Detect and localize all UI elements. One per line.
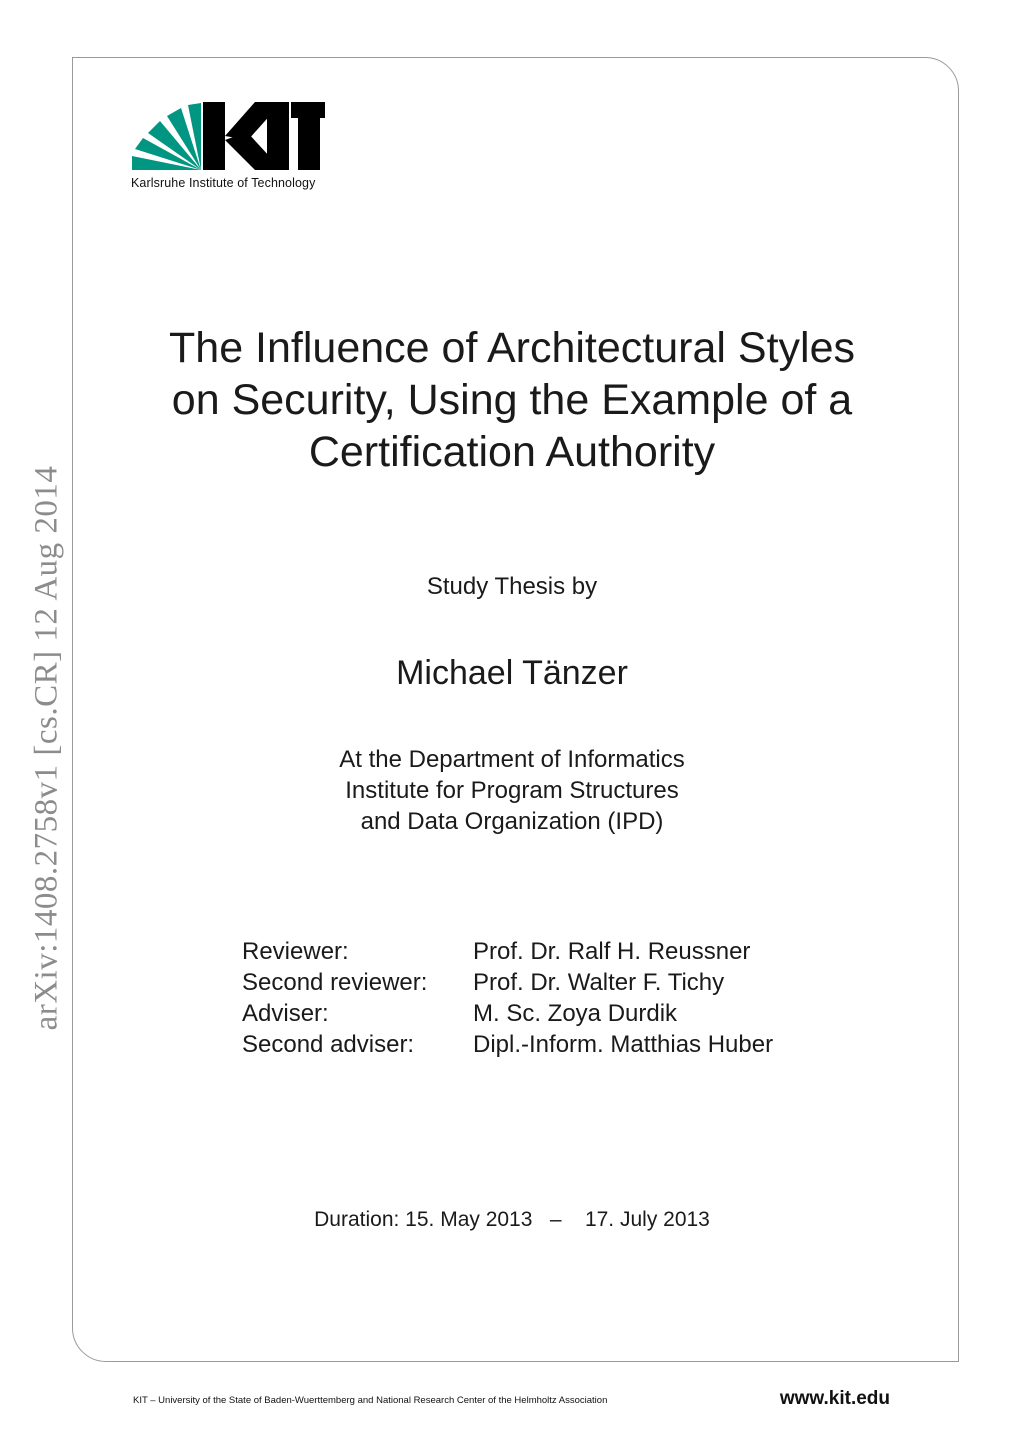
role-label: Second reviewer: (242, 969, 428, 996)
author-name: Michael Tänzer (396, 654, 628, 692)
title-line: on Security, Using the Example of a (171, 376, 853, 424)
arxiv-stamp: arXiv:1408.2758v1 [cs.CR] 12 Aug 2014 (28, 465, 65, 1031)
department (0, 744, 1024, 837)
duration: Duration: 15. May 2013 – 17. July 2013 (314, 1208, 710, 1231)
second-reviewer-row (242, 967, 773, 998)
kit-logo (131, 100, 331, 195)
department-line: Institute for Program Structures (345, 777, 679, 804)
role-label: Reviewer: (242, 938, 349, 965)
person-name: M. Sc. Zoya Durdik (473, 1000, 678, 1027)
logo-subtitle: Karlsruhe Institute of Technology (131, 176, 316, 190)
title-line: Certification Authority (308, 428, 716, 476)
title-line: The Influence of Architectural Styles (169, 324, 855, 372)
thesis-type: Study Thesis by (426, 573, 598, 600)
footer-text: KIT – University of the State of Baden-Wuerttemberg and National Research Center of the Helmholtz Association (133, 1395, 608, 1406)
role-label: Adviser: (242, 1000, 329, 1027)
reviewer-row (242, 936, 773, 967)
reviewers-table (242, 936, 773, 1060)
person-name: Dipl.-Inform. Matthias Huber (473, 1031, 774, 1058)
role-label: Second adviser: (242, 1031, 415, 1058)
department-line: and Data Organization (IPD) (360, 808, 664, 835)
department-line: At the Department of Informatics (339, 746, 685, 773)
kit-logo-icon (131, 100, 331, 175)
adviser-row (242, 998, 773, 1029)
second-adviser-row (242, 1029, 773, 1060)
person-name: Prof. Dr. Ralf H. Reussner (473, 938, 751, 965)
footer-url-link[interactable]: www.kit.edu (779, 1388, 890, 1409)
thesis-title (140, 322, 884, 478)
page-frame (72, 57, 959, 1362)
person-name: Prof. Dr. Walter F. Tichy (473, 969, 725, 996)
